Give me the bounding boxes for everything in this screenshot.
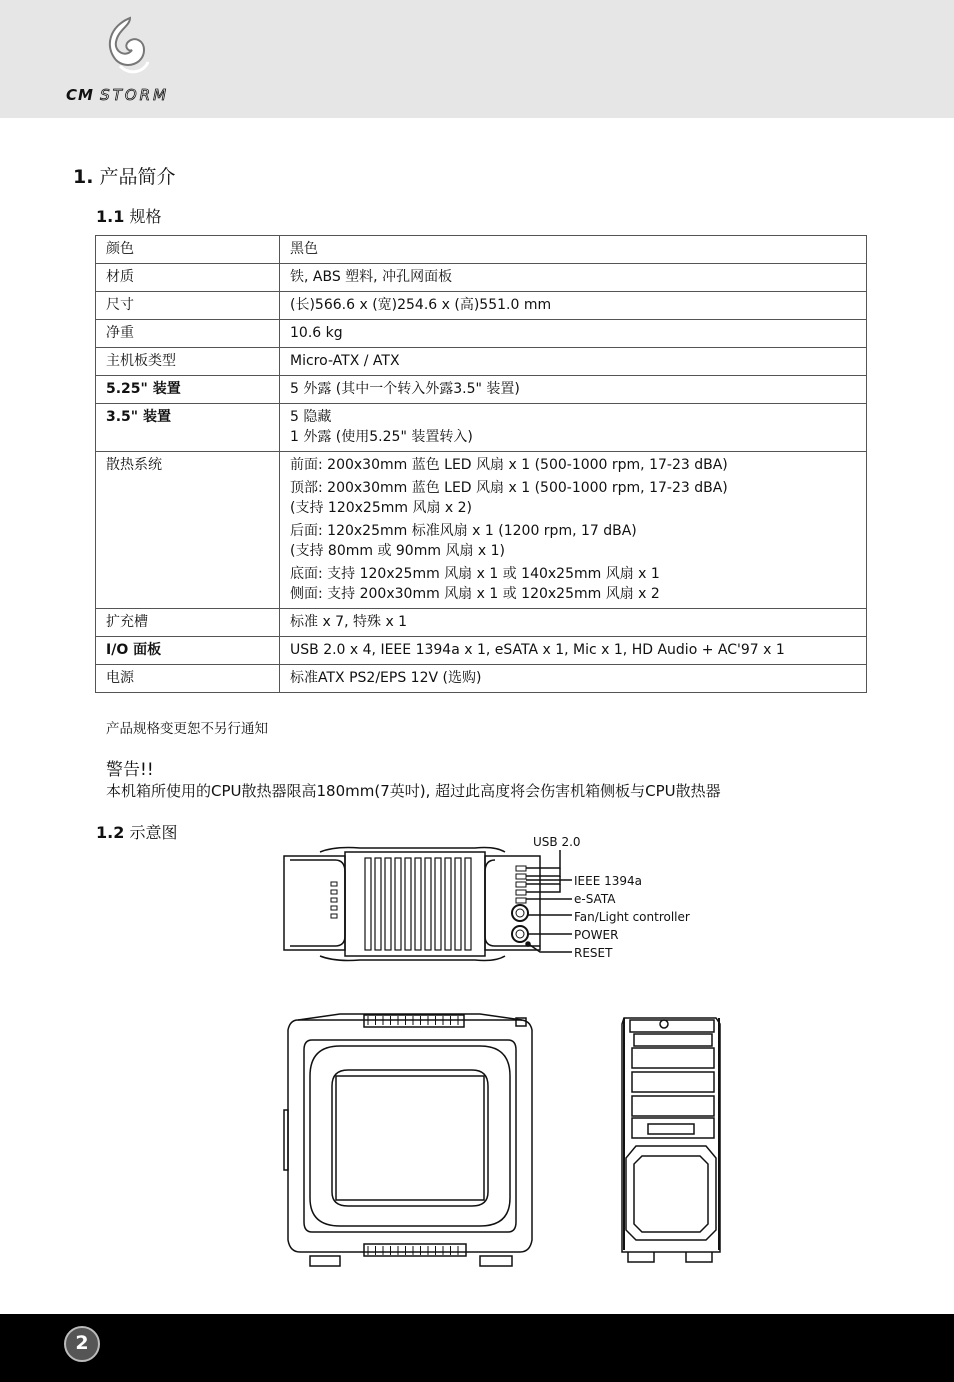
vent-slot [365,858,371,950]
label-usb: USB 2.0 [533,835,581,849]
vent-slot [465,858,471,950]
vent-slot [455,858,461,950]
front-view-drawing [622,1018,720,1262]
spec-value-line: Micro-ATX / ATX [290,353,400,369]
spec-value-line: 前面: 200x30mm 蓝色 LED 风扇 x 1 (500-1000 rpm, 17-23 dBA) [290,457,728,473]
warning-text: 本机箱所使用的CPU散热器限高180mm(7英吋), 超过此高度将会伤害机箱侧板与CPU散热器 [106,782,721,800]
vent-slot [385,858,391,950]
vent-slot [445,858,451,950]
spec-key: 颜色 [96,236,280,264]
top-view-drawing [284,848,572,961]
spec-value-line: 10.6 kg [290,325,343,341]
spec-value-line: 铁, ABS 塑料, 冲孔网面板 [290,269,453,285]
spec-key: 电源 [96,665,280,693]
logo-text: CM STORM [66,86,170,104]
spec-value-line: 5 外露 (其中一个转入外露3.5" 装置) [290,381,520,397]
spec-key: 尺寸 [96,292,280,320]
spec-key: 主机板类型 [96,348,280,376]
label-esata: e-SATA [574,892,616,906]
spec-value-line: USB 2.0 x 4, IEEE 1394a x 1, eSATA x 1, Mic x 1, HD Audio + AC'97 x 1 [290,642,785,658]
spec-key: 散热系统 [96,452,280,609]
spec-value-line: 5 隐藏 [290,409,332,425]
spec-value-line: 后面: 120x25mm 标准风扇 x 1 (1200 rpm, 17 dBA) [290,523,637,539]
spec-value-line: (支持 120x25mm 风扇 x 2) [290,500,473,516]
spec-key: 扩充槽 [96,609,280,637]
label-ieee1394a: IEEE 1394a [574,874,642,888]
vent-slot [375,858,381,950]
spec-key: I/O 面板 [96,637,280,665]
spec-value-line: 底面: 支持 120x25mm 风扇 x 1 或 140x25mm 风扇 x 1 [290,566,660,582]
warning-title: 警告!! [106,760,154,780]
spec-value-line: 黑色 [290,241,318,257]
spec-key: 5.25" 装置 [96,376,280,404]
section-heading-1-1: 1.1 规格 [96,207,162,226]
vent-slot [405,858,411,950]
spec-value-line: 标准ATX PS2/EPS 12V (选购) [290,670,482,686]
vent-slot [415,858,421,950]
spec-key: 材质 [96,264,280,292]
vent-slot [395,858,401,950]
spec-value-line: 侧面: 支持 200x30mm 风扇 x 1 或 120x25mm 风扇 x 2 [290,586,660,602]
spec-note: 产品规格变更恕不另行通知 [106,721,268,737]
spec-value-line: (长)566.6 x (宽)254.6 x (高)551.0 mm [290,297,552,313]
spec-value-line: (支持 80mm 或 90mm 风扇 x 1) [290,543,505,559]
side-view-drawing [284,1014,532,1266]
section-heading-1: 1. 产品简介 [73,166,176,188]
label-fan-controller: Fan/Light controller [574,910,690,924]
page-footer [0,1314,954,1382]
vent-slot [435,858,441,950]
page-number: 2 [64,1326,100,1362]
spec-value-line: 标准 x 7, 特殊 x 1 [290,614,408,630]
spec-value-line: 顶部: 200x30mm 蓝色 LED 风扇 x 1 (500-1000 rpm, 17-23 dBA) [290,480,728,496]
spec-key: 净重 [96,320,280,348]
label-power: POWER [574,928,619,942]
section-heading-1-2: 1.2 示意图 [96,823,178,842]
spec-value-line: 1 外露 (使用5.25" 装置转入) [290,429,473,445]
label-reset: RESET [574,946,613,960]
spec-key: 3.5" 装置 [96,404,280,452]
vent-slot [425,858,431,950]
